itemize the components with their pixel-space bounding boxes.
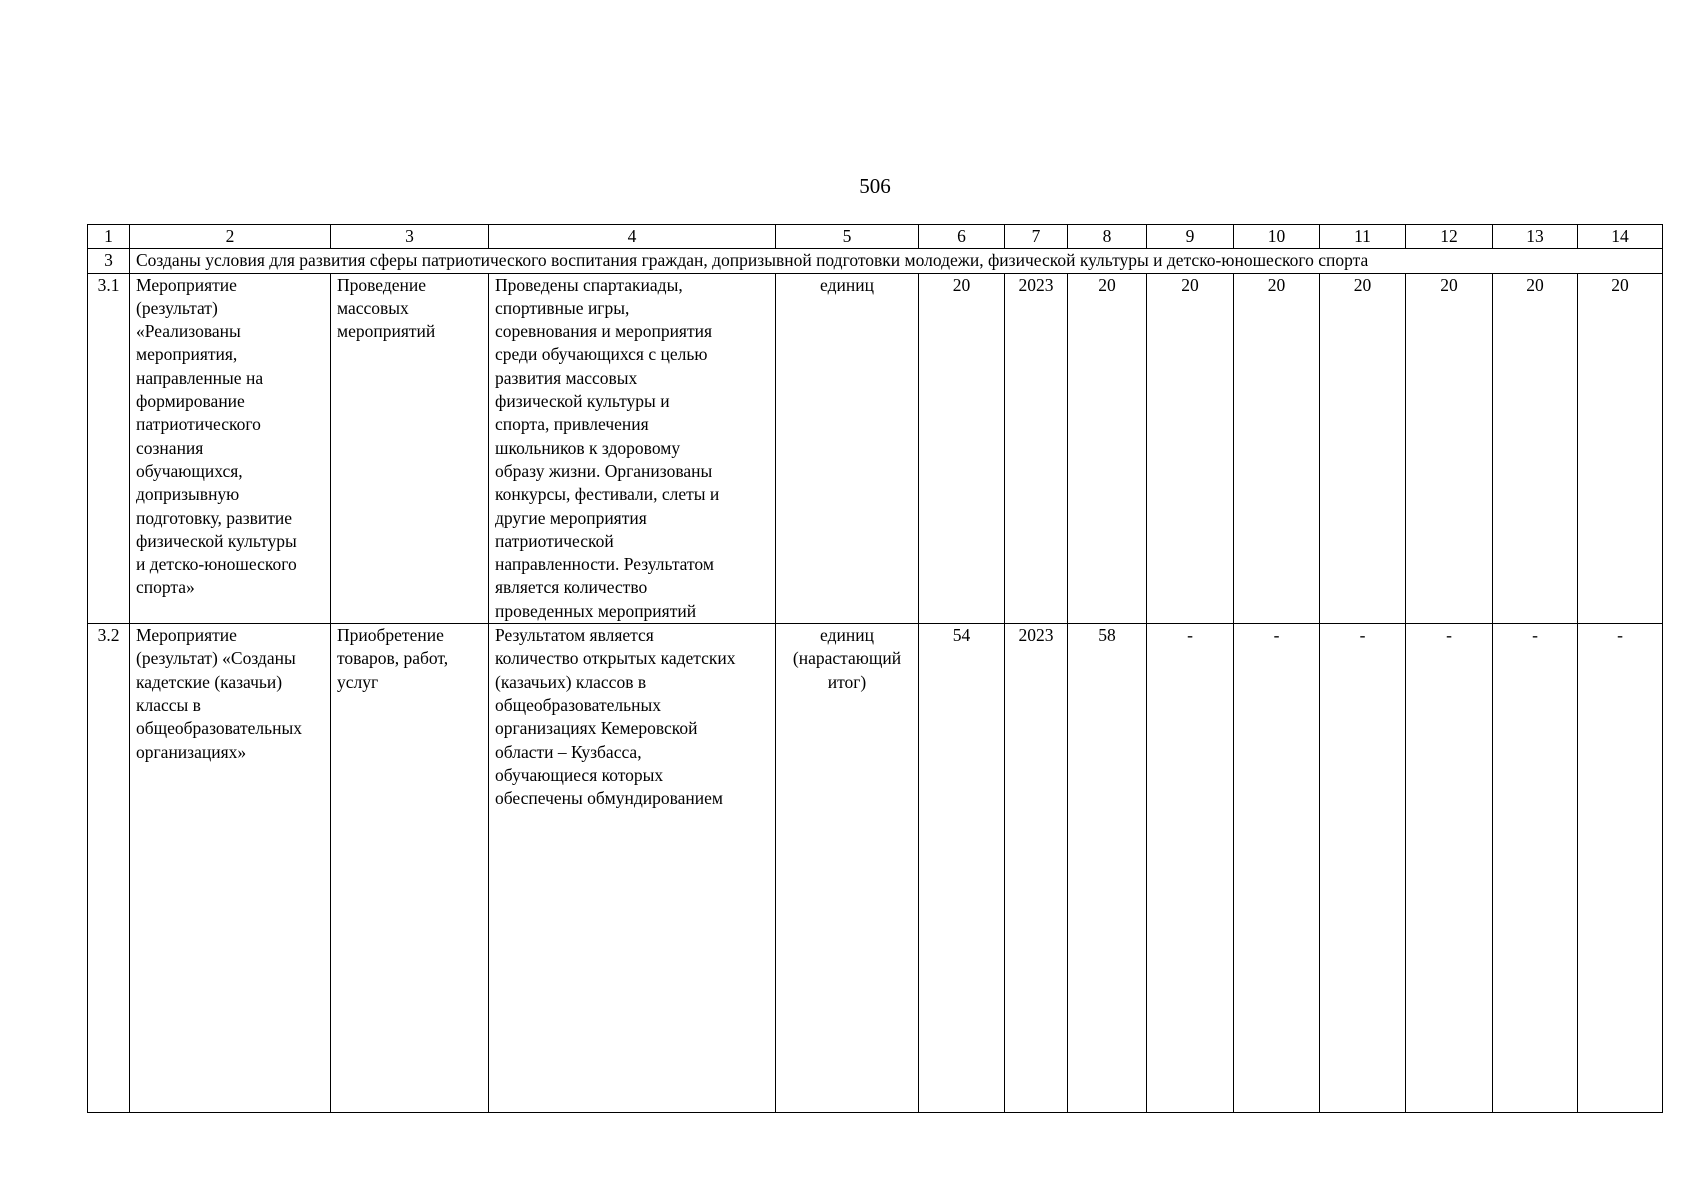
column-number-cell: 1	[88, 225, 130, 249]
row-measure-type: Проведение массовых мероприятий	[331, 273, 489, 623]
row-description: Проведены спартакиады, спортивные игры, соревнования и мероприятия среди обучающихся с целью развития массовых физической культуры и спорта, привлечения школьников к здоровому образу жизни. Организованы конкурсы, фестивали, слеты и другие мероприятия патриотической направленности. Результатом является количество проведенных мероприятий	[489, 273, 776, 623]
row-value: -	[1320, 624, 1406, 1113]
row-number: 3.2	[88, 624, 130, 1113]
row-value: -	[1493, 624, 1578, 1113]
section-row	[88, 249, 1663, 273]
section-title: Созданы условия для развития сферы патриотического воспитания граждан, допризывной подготовки молодежи, физической культуры и детско-юношеского спорта	[130, 249, 1663, 273]
row-value: 20	[1234, 273, 1320, 623]
column-number-cell: 6	[919, 225, 1005, 249]
column-number-cell: 3	[331, 225, 489, 249]
row-measure-name: Мероприятие (результат) «Реализованы мероприятия, направленные на формирование патриотического сознания обучающихся, допризывную подготовку, развитие физической культуры и детско-юношеского спорта»	[130, 273, 331, 623]
row-value: 2023	[1005, 624, 1068, 1113]
row-value: -	[1147, 624, 1234, 1113]
column-number-cell: 4	[489, 225, 776, 249]
table-row	[88, 273, 1663, 623]
column-number-cell: 9	[1147, 225, 1234, 249]
row-unit: единиц	[776, 273, 919, 623]
page-number: 506	[859, 174, 891, 198]
row-number: 3.1	[88, 273, 130, 623]
row-value: 2023	[1005, 273, 1068, 623]
row-value: -	[1406, 624, 1493, 1113]
row-value: 20	[1320, 273, 1406, 623]
column-number-cell: 12	[1406, 225, 1493, 249]
column-number-cell: 7	[1005, 225, 1068, 249]
row-description: Результатом является количество открытых кадетских (казачьих) классов в общеобразовательных организациях Кемеровской области – Кузбасса, обучающиеся которых обеспечены обмундированием	[489, 624, 776, 1113]
column-number-cell: 10	[1234, 225, 1320, 249]
column-number-cell: 13	[1493, 225, 1578, 249]
row-value: 20	[1068, 273, 1147, 623]
column-number-cell: 8	[1068, 225, 1147, 249]
row-measure-type: Приобретение товаров, работ, услуг	[331, 624, 489, 1113]
column-number-row	[88, 225, 1663, 249]
row-value: 20	[1493, 273, 1578, 623]
row-value: 20	[1147, 273, 1234, 623]
table-row	[88, 624, 1663, 1113]
column-number-cell: 5	[776, 225, 919, 249]
row-unit: единиц (нарастающий итог)	[776, 624, 919, 1113]
column-number-cell: 2	[130, 225, 331, 249]
column-number-cell: 11	[1320, 225, 1406, 249]
indicators-table	[87, 224, 1663, 1113]
row-value: 58	[1068, 624, 1147, 1113]
row-value: 20	[1578, 273, 1663, 623]
row-value: 20	[1406, 273, 1493, 623]
row-value: 20	[919, 273, 1005, 623]
row-value: -	[1578, 624, 1663, 1113]
row-value: -	[1234, 624, 1320, 1113]
row-measure-name: Мероприятие (результат) «Созданы кадетские (казачьи) классы в общеобразовательных организациях»	[130, 624, 331, 1113]
row-value: 54	[919, 624, 1005, 1113]
section-number: 3	[88, 249, 130, 273]
column-number-cell: 14	[1578, 225, 1663, 249]
